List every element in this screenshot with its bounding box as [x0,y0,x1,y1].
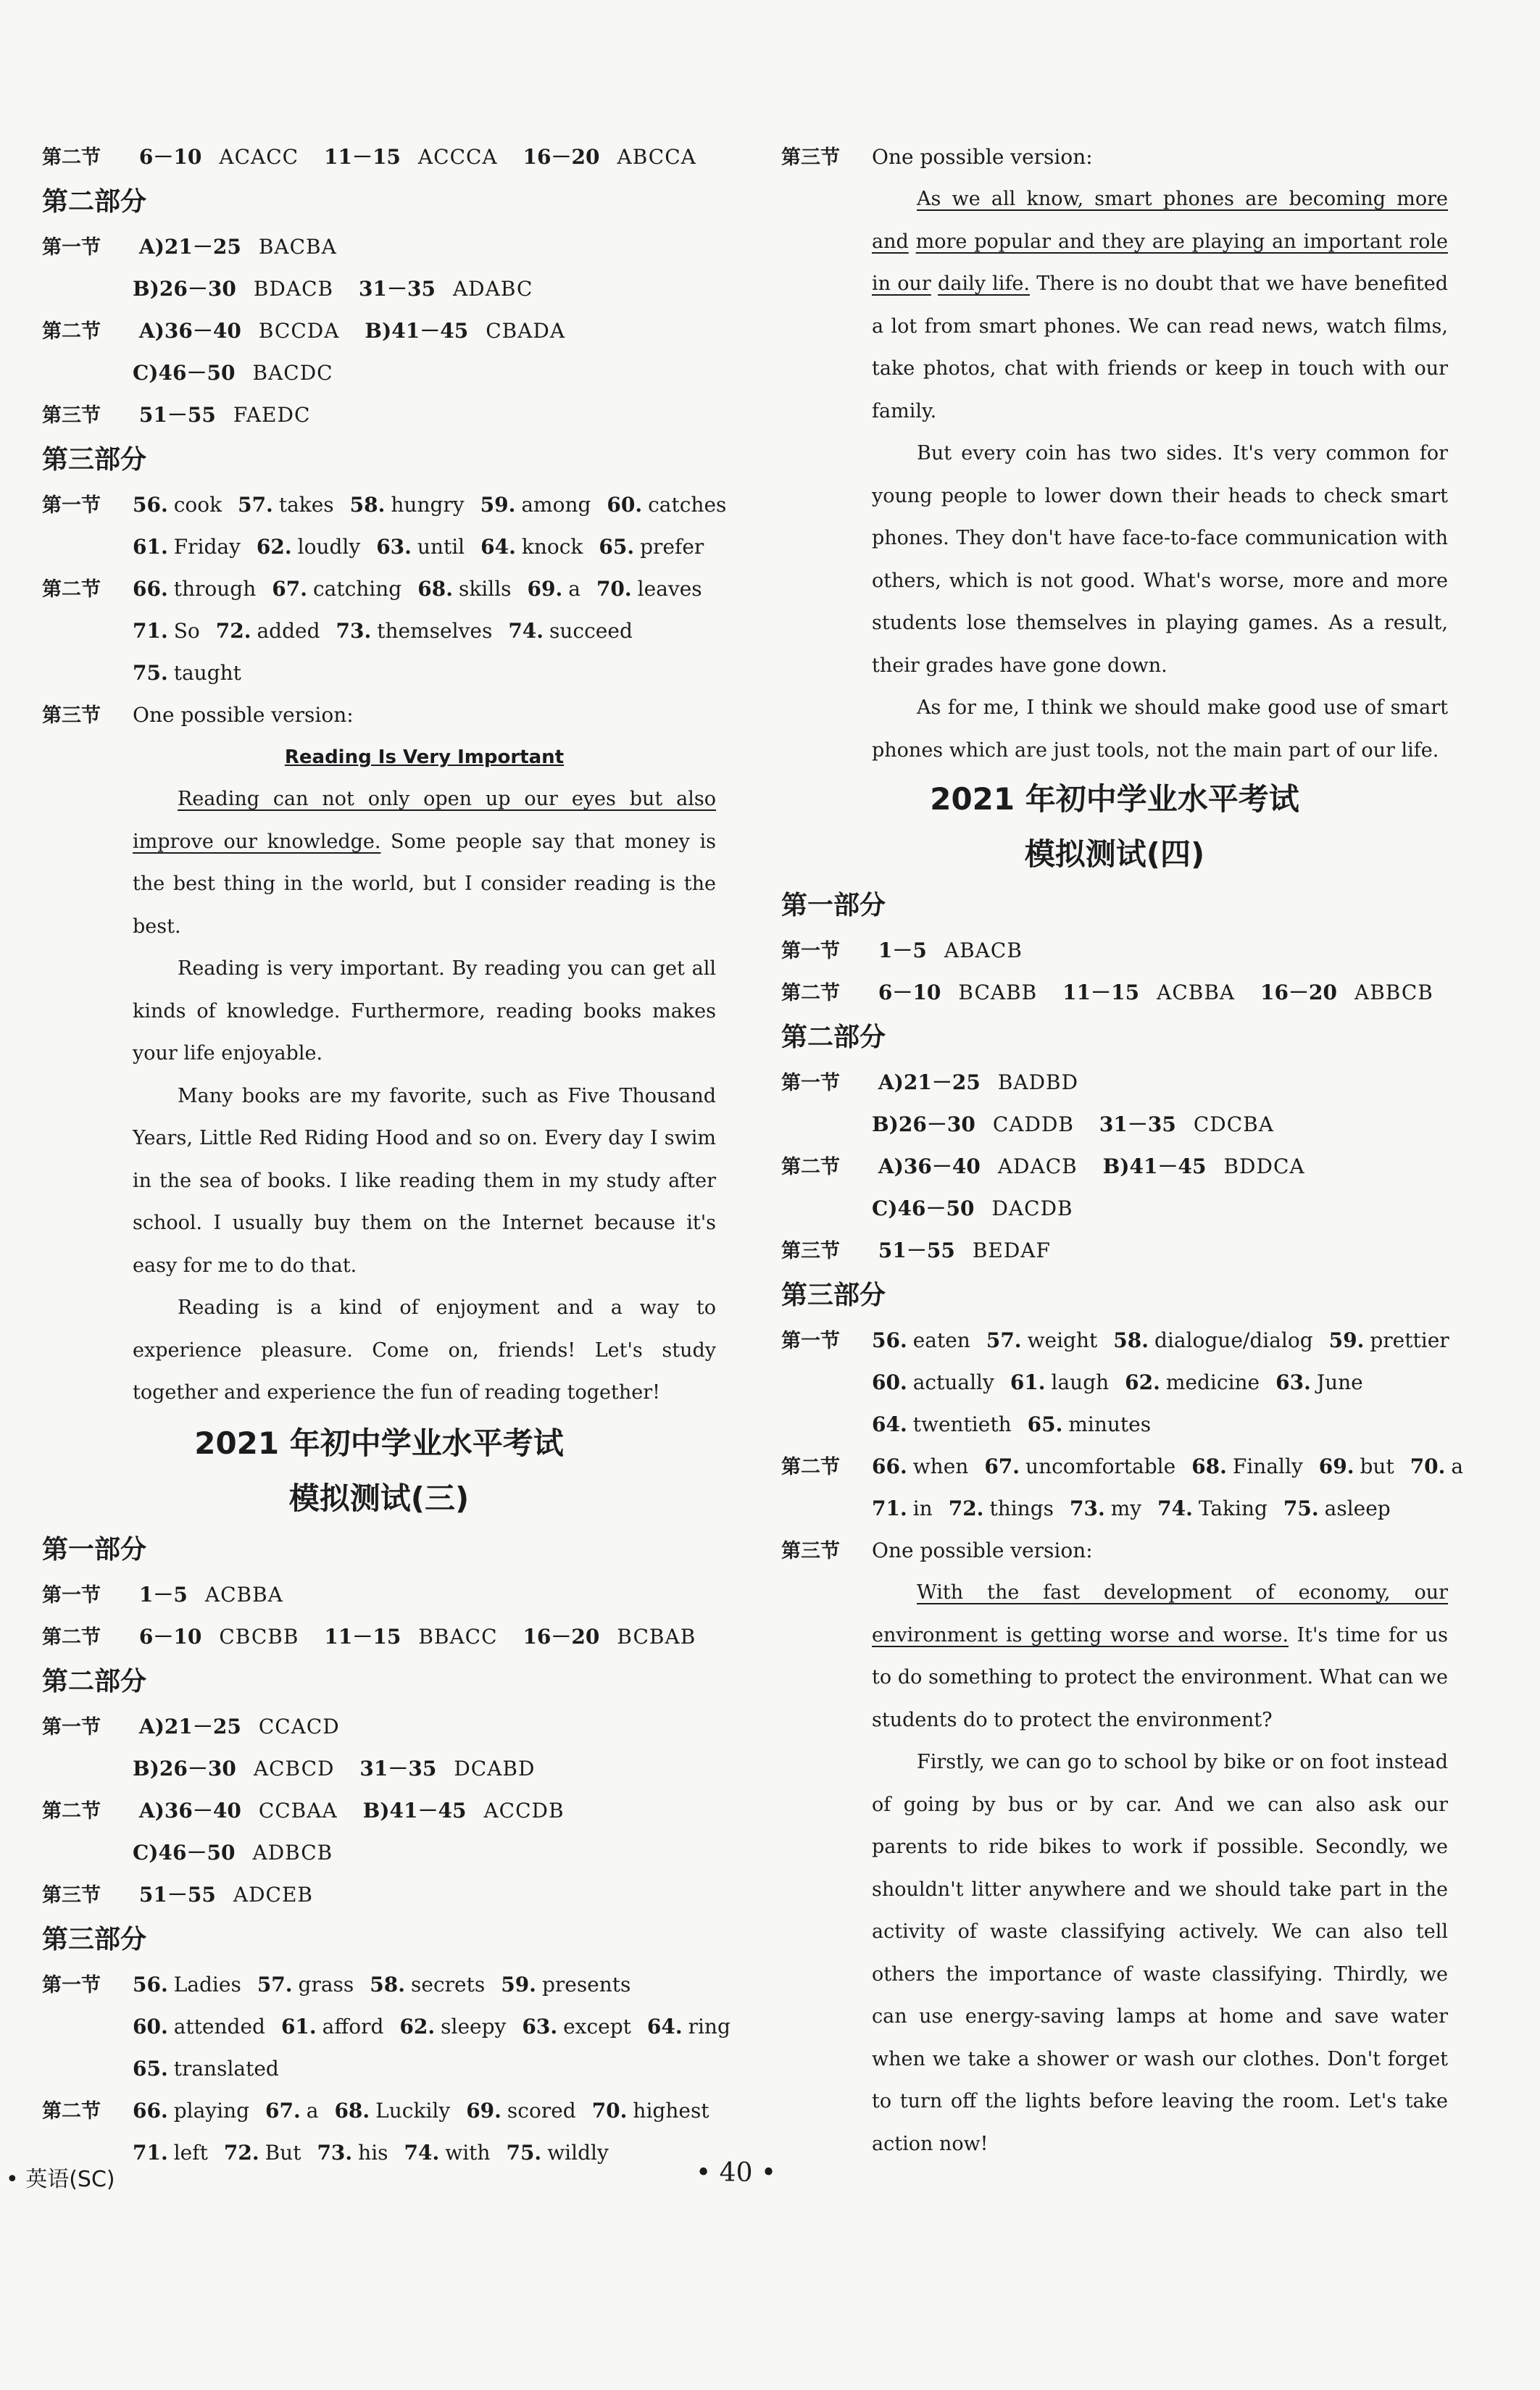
answer-row: 第二节 A)36－40 BCCDA B)41－45 CBADA [42,319,566,343]
answer-row: 第二节 A)36－40 CCBAA B)41－45 ACCDB [42,1798,565,1823]
blank-answer: 58. hungry [349,493,465,517]
essay-paragraph: As we all know, smart phones are becoming more and more popular and they are playing an important role in our daily life. There is no doubt that we have benefited a lot from smart phones. We can read news, watch films, take photos, chat with friends or keep in touch with our family. [872,188,1448,422]
essay-intro: 第三节 One possible version: [42,703,354,727]
blank-answer: 73. my [1070,1496,1142,1520]
blank-answer: 59. presents [501,1972,631,1996]
part-heading: 第三部分 [42,1924,147,1954]
blank-row: 第二节 66. playing 67. a 68. Luckily 69. scored 70. highest [42,2098,709,2123]
test-subtitle: 模拟测试(三) [288,1480,470,1516]
blank-answer: 63. until [376,535,465,559]
answer-row: 第三节 51－55 FAEDC [42,403,311,427]
blank-answer: 60. attended [133,2014,265,2039]
blank-answer: 62. sleepy [399,2014,507,2039]
blank-answer: 61. Friday [133,535,241,559]
answer-row: B)26－30 CADDB 31－35 CDCBA [872,1112,1274,1136]
blank-answer: 72. But [223,2140,301,2165]
part-heading: 第一部分 [42,1534,147,1565]
blank-answer: 57. grass [257,1972,354,1996]
blank-answer: 65. translated [133,2056,279,2081]
blank-row [42,610,716,652]
answer-row: 第二节 A)36－40 ADACB B)41－45 BDDCA [781,1154,1305,1178]
blank-answer: 65. minutes [1027,1412,1152,1436]
blank-answer: 61. afford [280,2014,384,2039]
blank-row [42,2048,716,2090]
answer-row: 第一节 A)21－25 CCACD [42,1714,340,1739]
essay-paragraph: Reading is very important. By reading you can get all kinds of knowledge. Furthermore, reading books makes your life enjoyable. [133,957,716,1065]
essay-intro: 第三节 One possible version: [781,145,1093,169]
blank-answer: 67. catching [272,577,402,601]
blank-answer: 65. prefer [599,535,704,559]
blank-answer: 71. left [133,2140,208,2165]
blank-answer: 64. twentieth [872,1412,1012,1436]
answer-row: C)46－50 DACDB [872,1196,1073,1220]
answer-row: C)46－50 ADBCB [133,1840,333,1865]
blank-answer: 64. knock [480,535,583,559]
answer-row: 第一节 1－5 ABACB [781,938,1023,962]
blank-answer: 68. Finally [1191,1454,1303,1478]
answer-row: 第一节 1－5 ACBBA [42,1582,283,1607]
right-column [781,136,1464,2165]
subject-footer: • 英语(SC) [6,2167,115,2192]
blank-answer: 69. but [1318,1454,1394,1478]
part-heading: 第二部分 [42,1666,147,1696]
blank-row: 第一节 56. Ladies 57. grass 58. secrets 59. presents [42,1972,631,1996]
blank-row: 第一节 56. cook 57. takes 58. hungry 59. among 60. catches [42,493,727,517]
blank-answer: 69. a [527,577,580,601]
blank-row [42,526,716,568]
blank-answer: 64. ring [646,2014,731,2039]
blank-answer: 59. prettier [1328,1328,1449,1352]
essay-paragraph: Firstly, we can go to school by bike or on foot instead of going by bus or by car. And we can also ask our parents to ride bikes to work if possible. Secondly, we shouldn't litter anywhere and we should take part in the activity of waste classifying actively. We can also tell others the importance of waste classifying. Thirdly, we can use energy-saving lamps at home and save water when we take a shower or wash our clothes. Don't forget to turn off the lights before leaving the room. Let's take action now! [872,1751,1448,2155]
blank-answer: 75. asleep [1283,1496,1391,1520]
blank-answer: 61. laugh [1010,1370,1110,1394]
blank-answer: 70. leaves [596,577,702,601]
blank-answer: 74. with [404,2140,491,2165]
page-number: • 40 • [696,2158,777,2188]
essay-paragraph: As for me, I think we should make good use of smart phones which are just tools, not the main part of our life. [872,696,1448,762]
blank-answer: 66. through [133,577,257,601]
blank-answer: 71. in [872,1496,933,1520]
blank-answer: 63. June [1275,1370,1363,1394]
blank-answer: 56. Ladies [133,1972,241,1996]
blank-answer: 69. scored [466,2098,576,2123]
blank-row [781,1404,1448,1446]
part-heading: 第三部分 [781,1281,886,1310]
blank-answer: 68. skills [417,577,512,601]
answer-row: 第一节 A)21－25 BACBA [42,235,337,259]
part-heading: 第二部分 [781,1023,886,1052]
blank-answer: 56. eaten [872,1328,970,1352]
test-title: 2021 年初中学业水平考试 [194,1425,564,1461]
part-heading: 第二部分 [42,187,147,217]
blank-answer: 70. highest [591,2098,709,2123]
answer-row: 第一节 A)21－25 BADBD [781,1070,1079,1094]
blank-row [42,2006,731,2048]
blank-answer: 72. things [948,1496,1054,1520]
blank-answer: 73. his [317,2140,388,2165]
blank-answer: 75. taught [133,661,241,685]
blank-answer: 66. playing [133,2098,250,2123]
blank-answer: 62. loudly [256,535,361,559]
blank-row: 第二节 66. when 67. uncomfortable 68. Finally 69. but 70. a [781,1454,1464,1478]
blank-answer: 59. among [480,493,591,517]
essay-title: Reading Is Very Important [284,746,565,768]
essay-paragraph: Reading can not only open up our eyes but also improve our knowledge. Some people say that money is the best thing in the world, but I consider reading is the best. [133,788,716,938]
blank-row [42,2132,716,2174]
essay-paragraph: Many books are my favorite, such as Five Thousand Years, Little Red Riding Hood and so on. Every day I swim in the sea of books. I like reading them in my study after school. I usually buy them on the Internet because it's easy for me to do that. [133,1084,716,1277]
blank-answer: 75. wildly [506,2140,609,2165]
blank-answer: 74. Taking [1157,1496,1268,1520]
blank-row [781,1488,1448,1530]
blank-answer: 66. when [872,1454,969,1478]
answer-row: B)26－30 BDACB 31－35 ADABC [133,277,533,301]
blank-answer: 58. secrets [370,1972,486,1996]
part-heading: 第一部分 [781,891,886,920]
blank-answer: 70. a [1410,1454,1464,1478]
blank-answer: 68. Luckily [334,2098,451,2123]
answer-row: 第二节 6－10 CBCBB 11－15 BBACC 16－20 BCBAB [42,1624,696,1649]
answer-row: 第二节 6－10 BCABB 11－15 ACBBA 16－20 ABBCB [781,980,1433,1004]
answer-row: B)26－30 ACBCD 31－35 DCABD [133,1756,536,1781]
essay-paragraph: But every coin has two sides. It's very common for young people to lower down their heads to check smart phones. They don't have face-to-face communication with others, which is not good. What's worse, more and more students lose themselves in playing games. As a result, their grades have gone down. [872,442,1448,677]
blank-answer: 71. So [133,619,200,643]
test-title: 2021 年初中学业水平考试 [930,781,1299,817]
blank-answer: 67. a [265,2098,319,2123]
blank-answer: 62. medicine [1125,1370,1260,1394]
answer-row: 第三节 51－55 BEDAF [781,1238,1051,1262]
essay-intro: 第三节 One possible version: [781,1538,1093,1562]
essay-paragraph: With the fast development of economy, our environment is getting worse and worse. It's time for us to do something to protect the environment. What can we students do to protect the environment? [872,1581,1448,1731]
blank-answer: 63. except [522,2014,631,2039]
answer-row: 第二节 6－10 ACACC 11－15 ACCCA 16－20 ABCCA [42,136,716,178]
blank-answer: 57. takes [238,493,334,517]
answer-row: C)46－50 BACDC [133,361,333,385]
blank-answer: 67. uncomfortable [984,1454,1176,1478]
blank-answer: 60. catches [607,493,727,517]
answer-row: 第三节 51－55 ADCEB [42,1882,313,1907]
left-column [42,136,731,2174]
test-subtitle: 模拟测试(四) [1024,836,1205,872]
blank-row [42,652,716,694]
part-heading: 第三部分 [42,445,147,475]
essay-paragraph: Reading is a kind of enjoyment and a way to experience pleasure. Come on, friends! Let's study together and experience the fun of reading together! [133,1296,716,1404]
blank-answer: 56. cook [133,493,222,517]
blank-answer: 73. themselves [336,619,493,643]
blank-row: 第二节 66. through 67. catching 68. skills 69. a 70. leaves [42,577,702,601]
blank-answer: 57. weight [986,1328,1098,1352]
blank-answer: 60. actually [872,1370,994,1394]
blank-row: 第一节 56. eaten 57. weight 58. dialogue/dialog 59. prettier [781,1328,1449,1352]
blank-answer: 74. succeed [508,619,633,643]
section-label: 第二节 [42,146,101,169]
blank-answer: 58. dialogue/dialog [1113,1328,1313,1352]
blank-answer: 72. added [215,619,320,643]
blank-row [781,1362,1448,1404]
